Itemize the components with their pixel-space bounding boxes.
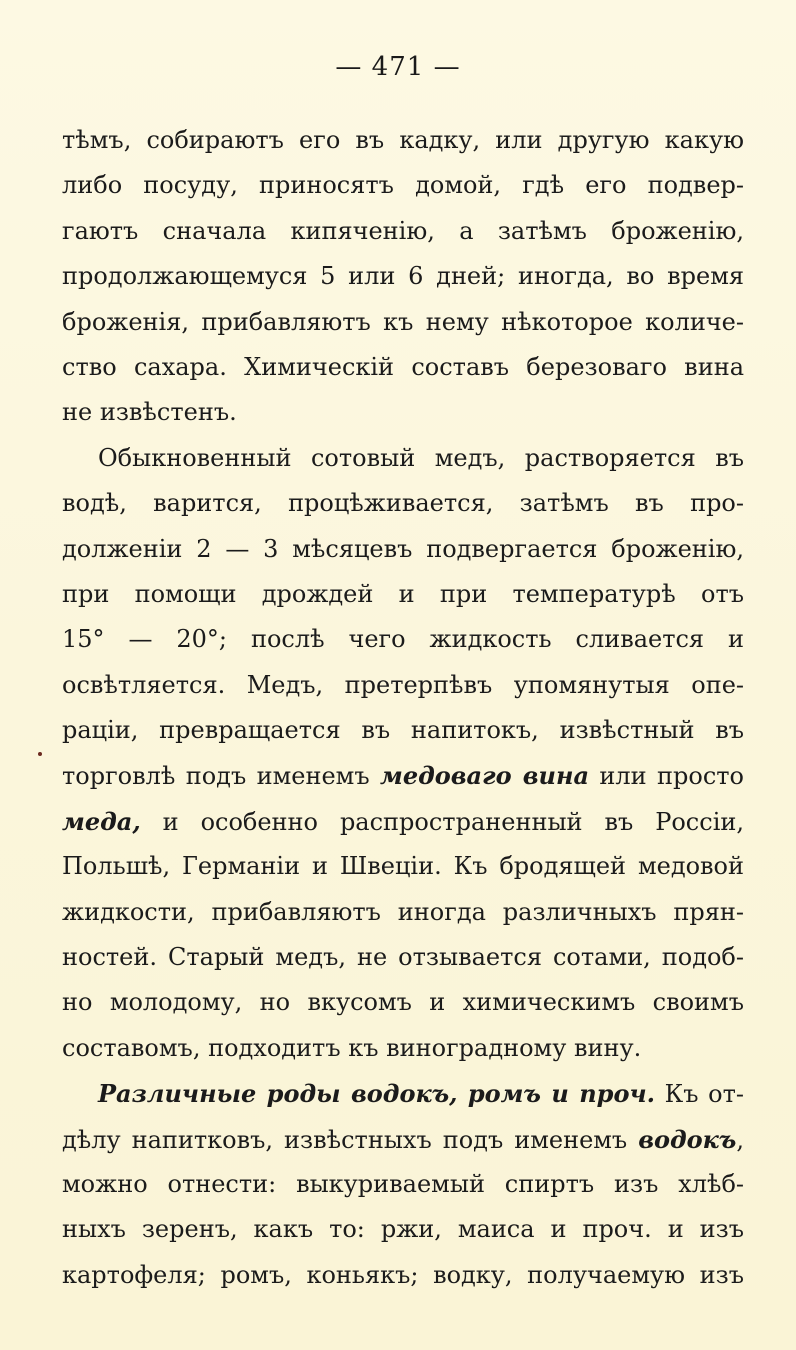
text-line: ство сахара. Химическій составъ березоваго вина xyxy=(62,352,744,381)
text-line: 15° — 20°; послѣ чего жидкость сливается и xyxy=(62,625,744,654)
text-line: но молодому, но вкусомъ и химическимъ своимъ xyxy=(62,988,744,1017)
page-number: — 471 — xyxy=(335,52,461,82)
text-line: гаютъ сначала кипяченію, а затѣмъ броженію, xyxy=(62,216,744,245)
text-line: можно отнести: выкуриваемый спиртъ изъ хлѣб- xyxy=(62,1169,744,1198)
text-line: либо посуду, приносятъ домой, гдѣ его подвер- xyxy=(62,171,744,200)
margin-mark xyxy=(38,752,42,756)
text-line: броженія, прибавляютъ къ нему нѣкоторое количе- xyxy=(62,307,744,336)
text-line: продолжающемуся 5 или 6 дней; иногда, во время xyxy=(62,262,744,291)
text-line: дѣлу напитковъ, извѣстныхъ подъ именемъ водокъ, xyxy=(62,1124,744,1154)
body-text xyxy=(62,118,744,1298)
text-line: жидкости, прибавляютъ иногда различныхъ прян- xyxy=(62,897,744,926)
paragraph-start: Обыкновенный сотовый медъ, растворяется въ xyxy=(98,443,744,472)
section-heading: Различные роды водокъ, ромъ и проч. xyxy=(98,1079,655,1109)
text-line: освѣтляется. Медъ, претерпѣвъ упомянутыя опе- xyxy=(62,670,744,699)
text-line: раціи, превращается въ напитокъ, извѣстный въ xyxy=(62,716,744,745)
text-line: не извѣстенъ. xyxy=(62,398,237,427)
text-line: при помощи дрождей и при температурѣ отъ xyxy=(62,579,744,608)
text-line: водѣ, варится, процѣживается, затѣмъ въ про- xyxy=(62,489,744,518)
italic-term: медоваго вина xyxy=(380,761,589,791)
italic-term: меда, xyxy=(62,806,141,836)
text-line: тѣмъ, собираютъ его въ кадку, или другую какую xyxy=(62,126,744,154)
text-line: ныхъ зеренъ, какъ то: ржи, маиса и проч. и изъ xyxy=(62,1215,744,1244)
text-line: ностей. Старый медъ, не отзывается сотами, подоб- xyxy=(62,943,744,972)
section-heading-line: Различные роды водокъ, ромъ и проч. Къ от- xyxy=(98,1079,745,1109)
text-line: меда, и особенно распространенный въ Россіи, xyxy=(62,806,744,836)
text-line: торговлѣ подъ именемъ медоваго вина или просто xyxy=(62,761,744,791)
text-line: составомъ, подходитъ къ виноградному вину. xyxy=(62,1033,642,1062)
italic-term: водокъ xyxy=(638,1124,737,1154)
text-line: Польшѣ, Германіи и Швеціи. Къ бродящей медовой xyxy=(62,852,744,881)
text-line: картофеля; ромъ, коньякъ; водку, получаемую изъ xyxy=(62,1260,744,1289)
text-line: долженіи 2 — 3 мѣсяцевъ подвергается броженію, xyxy=(62,534,744,563)
